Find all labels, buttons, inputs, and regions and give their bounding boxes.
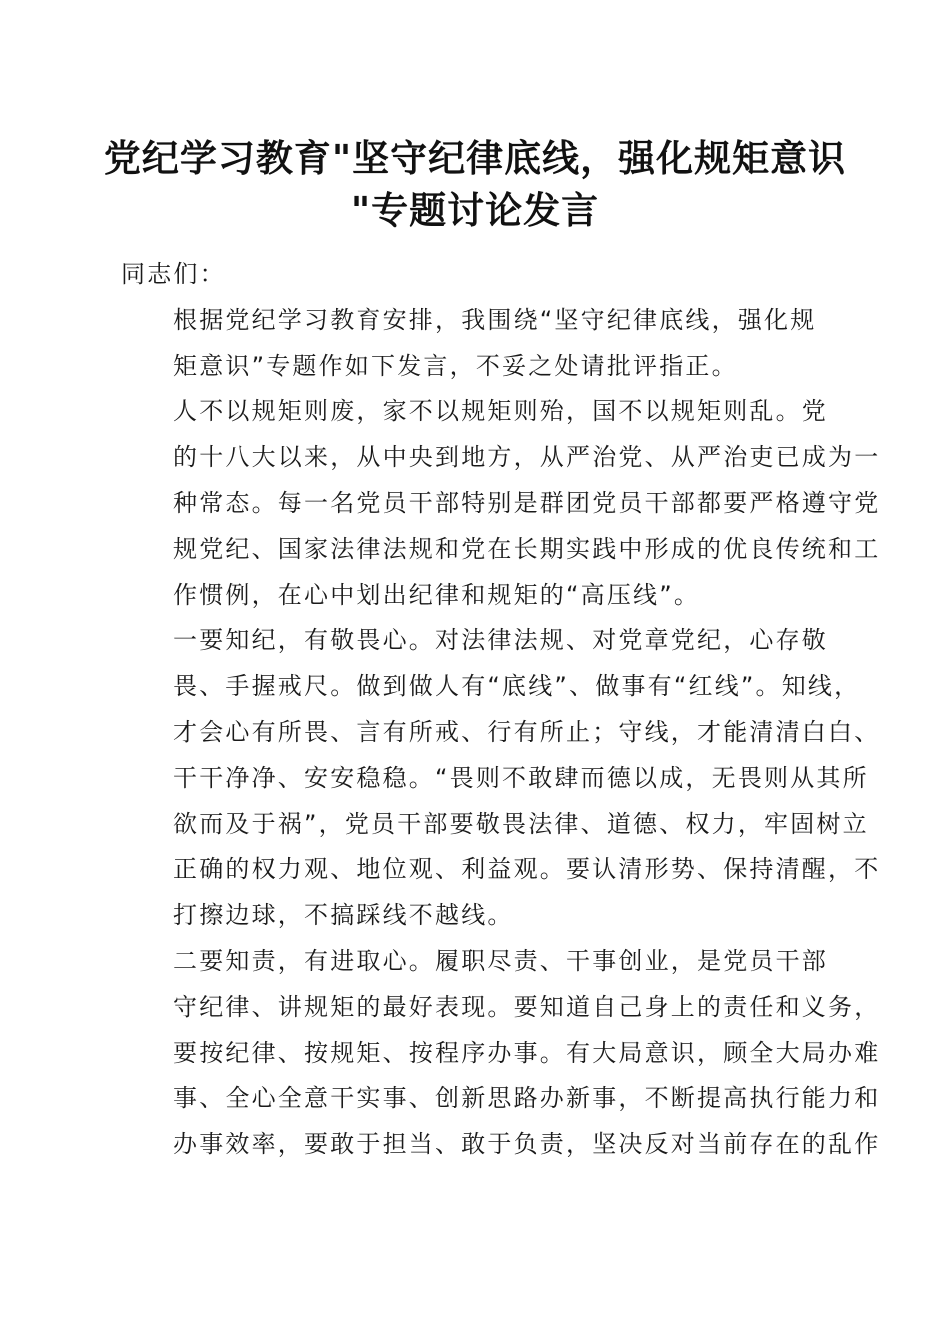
text-line: 二要知责，有进取心。履职尽责、干事创业，是党员干部: [173, 946, 828, 975]
text-line: 正确的权力观、地位观、利益观。要认清形势、保持清醒，不: [173, 855, 881, 884]
title-line: 党纪学习教育"坚守纪律底线，强化规矩意识: [103, 136, 847, 180]
text-line: 干干净净、安安稳稳。“畏则不敢肆而德以成，无畏则从其所: [173, 763, 869, 792]
text-line: 的十八大以来，从中央到地方，从严治党、从严治吏已成为一: [173, 443, 881, 472]
text-line: 欲而及于祸”，党员干部要敬畏法律、道德、权力，牢固树立: [173, 809, 869, 838]
text-line: 种常态。每一名党员干部特别是群团党员干部都要严格遵守党: [173, 488, 881, 517]
paragraph-point-two: [121, 939, 881, 1168]
paragraph-rules: [121, 389, 881, 618]
title-line: "专题讨论发言: [350, 188, 600, 232]
salutation: 同志们：: [121, 260, 226, 288]
text-line: 要按纪律、按规矩、按程序办事。有大局意识，顾全大局办难: [173, 1038, 881, 1067]
text-line: 矩意识”专题作如下发言，不妥之处请批评指正。: [173, 351, 738, 380]
text-line: 作惯例，在心中划出纪律和规矩的“高压线”。: [173, 580, 701, 609]
document-body: [121, 252, 881, 1168]
text-line: 才会心有所畏、言有所戒、行有所止；守线，才能清清白白、: [173, 717, 881, 746]
text-line: 办事效率，要敢于担当、敢于负责，坚决反对当前存在的乱作: [173, 1130, 881, 1159]
text-line: 打擦边球，不搞踩线不越线。: [173, 901, 514, 930]
text-line: 事、全心全意干实事、创新思路办新事，不断提高执行能力和: [173, 1084, 881, 1113]
text-line: 畏、手握戒尺。做到做人有“底线”、做事有“红线”。知线，: [173, 672, 861, 701]
text-line: 人不以规矩则废，家不以规矩则殆，国不以规矩则乱。党: [173, 397, 828, 426]
text-line: 规党纪、国家法律法规和党在长期实践中形成的优良传统和工: [173, 534, 881, 563]
text-line: 一要知纪，有敬畏心。对法律法规、对党章党纪，心存敬: [173, 626, 828, 655]
text-line: 守纪律、讲规矩的最好表现。要知道自己身上的责任和义务，: [173, 992, 881, 1021]
paragraph-point-one: [121, 618, 881, 939]
text-line: 根据党纪学习教育安排，我围绕“坚守纪律底线，强化规: [173, 305, 817, 334]
paragraph-intro: [121, 298, 833, 390]
document-title: [100, 132, 850, 236]
